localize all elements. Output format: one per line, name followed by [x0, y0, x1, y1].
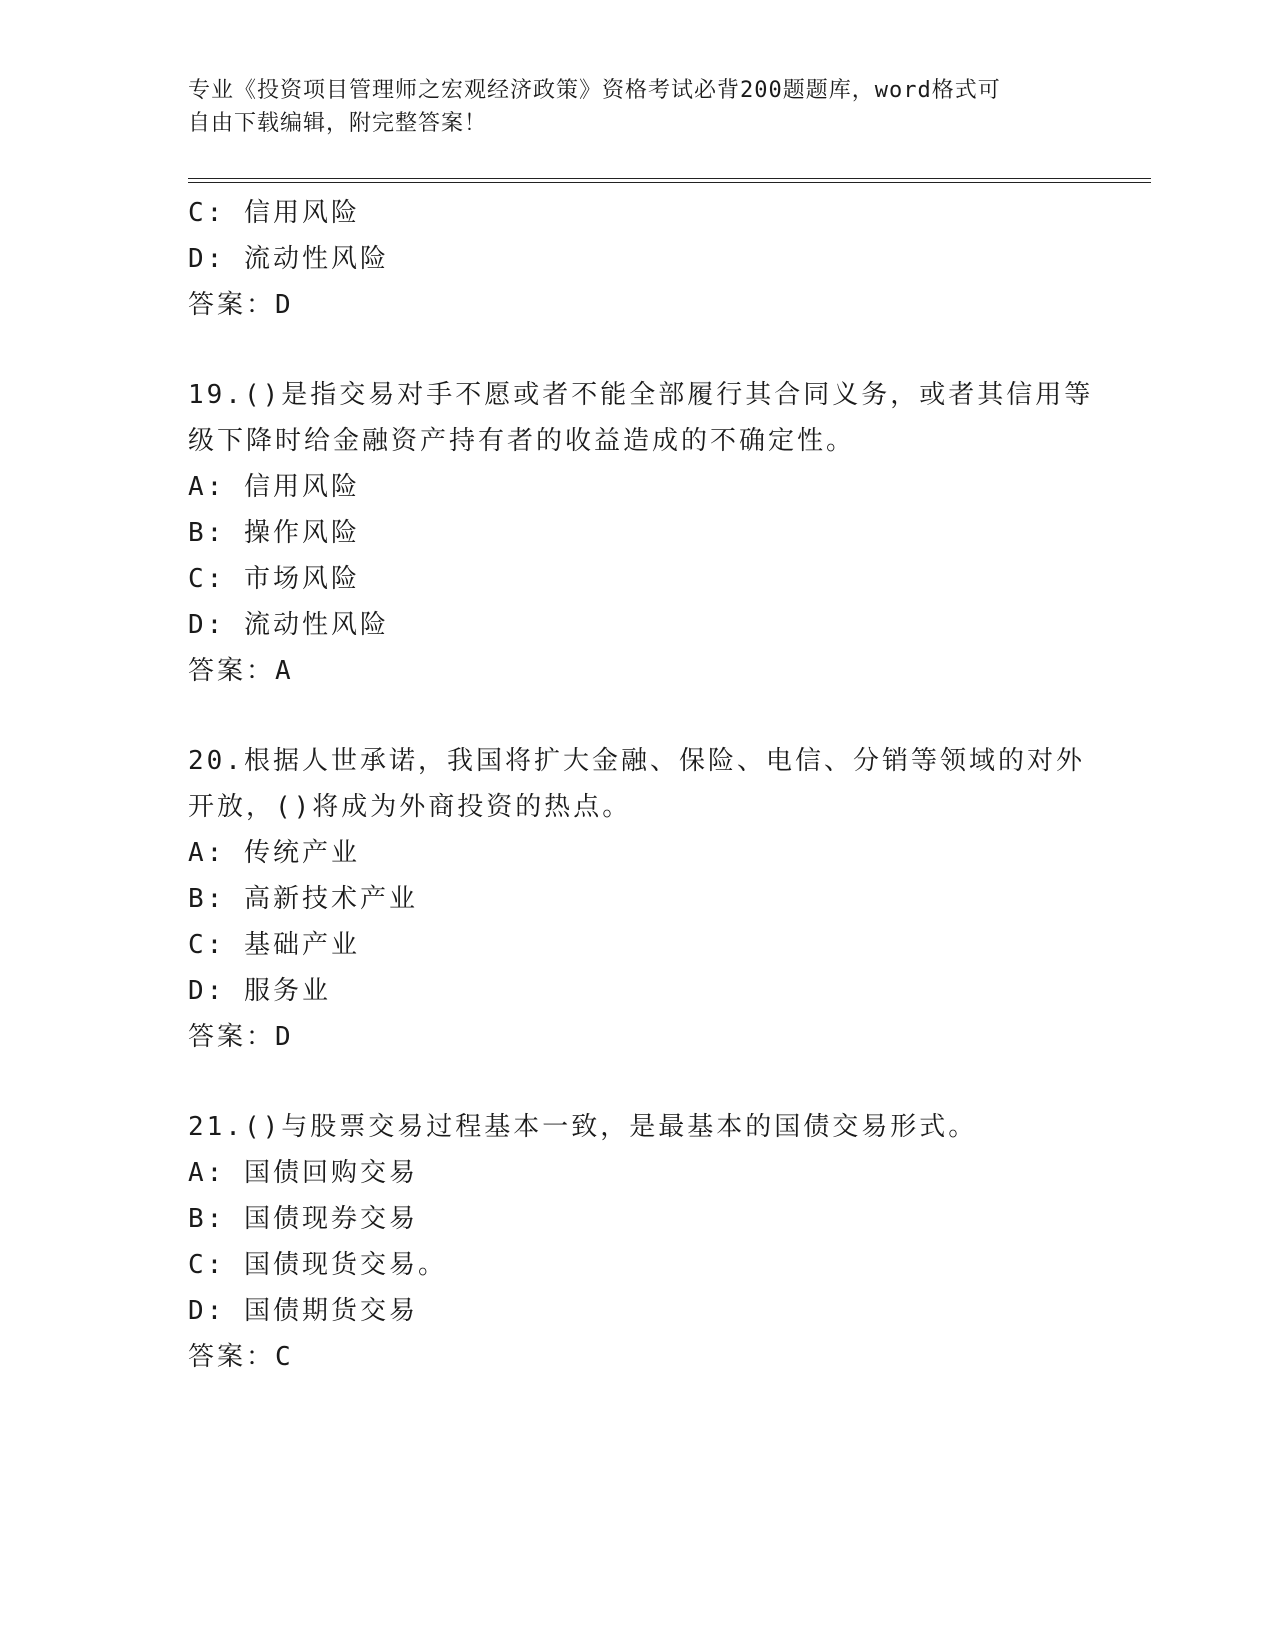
question-stem: 21.()与股票交易过程基本一致，是最基本的国债交易形式。 [188, 1112, 978, 1142]
option-c: C: 基础产业 [188, 930, 360, 960]
option-d: D: 流动性风险 [188, 610, 389, 640]
option-b: B: 操作风险 [188, 518, 360, 548]
option-d: D: 服务业 [188, 976, 331, 1006]
question-stem-cont: 开放，()将成为外商投资的热点。 [188, 792, 632, 822]
option-a: A: 信用风险 [188, 472, 360, 502]
question-21 [188, 1104, 1088, 1380]
question-20 [188, 738, 1088, 1060]
page-header [188, 74, 1068, 140]
answer: 答案：A [188, 656, 294, 686]
header-divider-bottom [188, 182, 1151, 183]
question-stem: 19.()是指交易对手不愿或者不能全部履行其合同义务，或者其信用等 [188, 380, 1094, 410]
option-c: C: 信用风险 [188, 198, 360, 228]
question-18-continued [188, 190, 1088, 328]
question-19 [188, 372, 1094, 694]
answer: 答案：D [188, 290, 294, 320]
header-divider-top [188, 178, 1151, 179]
option-a: A: 国债回购交易 [188, 1158, 418, 1188]
option-c: C: 国债现货交易。 [188, 1250, 447, 1280]
option-b: B: 国债现券交易 [188, 1204, 418, 1234]
answer: 答案：D [188, 1022, 294, 1052]
option-a: A: 传统产业 [188, 838, 360, 868]
header-line-2: 自由下载编辑，附完整答案！ [188, 111, 488, 136]
option-c: C: 市场风险 [188, 564, 360, 594]
question-list [188, 190, 1094, 1380]
question-stem-cont: 级下降时给金融资产持有者的收益造成的不确定性。 [188, 426, 856, 456]
option-d: D: 流动性风险 [188, 244, 389, 274]
option-d: D: 国债期货交易 [188, 1296, 418, 1326]
question-stem: 20.根据人世承诺，我国将扩大金融、保险、电信、分销等领域的对外 [188, 746, 1085, 776]
answer: 答案：C [188, 1342, 294, 1372]
header-line-1: 专业《投资项目管理师之宏观经济政策》资格考试必背200题题库，word格式可 [188, 78, 1001, 103]
option-b: B: 高新技术产业 [188, 884, 418, 914]
